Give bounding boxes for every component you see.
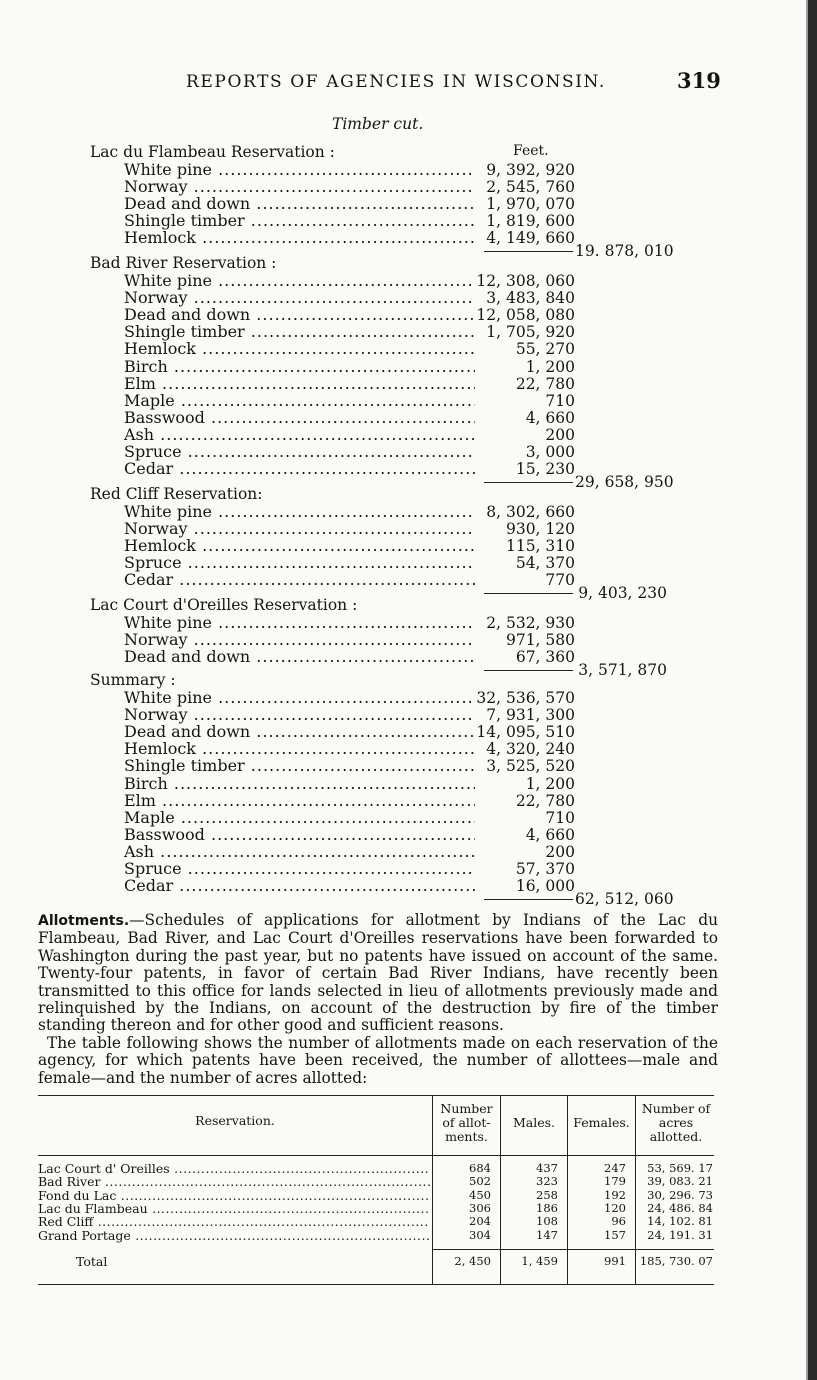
timber-item bbox=[124, 503, 475, 521]
reservation-total: 29, 658, 950 bbox=[575, 473, 674, 492]
table-cell-males: 147 bbox=[536, 1227, 558, 1242]
table-cell-allotments: 450 bbox=[469, 1187, 491, 1202]
timber-item bbox=[124, 323, 475, 341]
timber-item-name: Spruce bbox=[124, 554, 182, 573]
timber-item-value: 930, 120 bbox=[505, 520, 575, 539]
timber-item bbox=[124, 229, 475, 247]
timber-item bbox=[124, 877, 475, 895]
timber-item-value: 3, 483, 840 bbox=[486, 289, 575, 308]
timber-item bbox=[124, 289, 475, 307]
timber-item-value: 1, 819, 600 bbox=[486, 212, 575, 231]
page-edge-shadow bbox=[806, 0, 808, 1380]
section-caption: Timber cut. bbox=[332, 115, 424, 133]
timber-item bbox=[124, 161, 475, 179]
timber-item-name: Cedar bbox=[124, 877, 174, 896]
timber-item-value: 16, 000 bbox=[515, 877, 575, 896]
timber-item-value: 1, 705, 920 bbox=[486, 323, 575, 342]
timber-item bbox=[124, 460, 475, 478]
timber-item-value: 54, 370 bbox=[515, 554, 575, 573]
table-cell-males: 258 bbox=[536, 1187, 558, 1202]
table-cell-males: 108 bbox=[536, 1214, 558, 1229]
timber-item-value: 22, 780 bbox=[515, 374, 575, 393]
table-cell-females: 157 bbox=[604, 1227, 626, 1242]
timber-item-name: Elm bbox=[124, 374, 156, 393]
timber-item-value: 8, 302, 660 bbox=[486, 503, 575, 521]
subtotal-rule bbox=[484, 670, 573, 671]
reservation-heading: Summary : bbox=[90, 671, 176, 689]
timber-item-value: 1, 200 bbox=[525, 774, 575, 793]
reservation-total: 62, 512, 060 bbox=[575, 890, 674, 909]
table-cell-acres: 24, 191. 31 bbox=[647, 1227, 713, 1242]
timber-item bbox=[124, 826, 475, 844]
timber-item bbox=[124, 554, 475, 572]
table-cell-allotments: 306 bbox=[469, 1200, 491, 1215]
timber-item-value: 200 bbox=[545, 425, 575, 444]
reservation-heading: Lac Court d'Oreilles Reservation : bbox=[90, 596, 358, 614]
table-cell-females: 192 bbox=[604, 1187, 626, 1202]
header-reservation: Reservation. bbox=[195, 1113, 275, 1128]
timber-item bbox=[124, 306, 475, 324]
timber-item-value: 4, 320, 240 bbox=[486, 740, 575, 759]
timber-item-value: 1, 970, 070 bbox=[486, 195, 575, 214]
timber-item bbox=[124, 178, 475, 196]
timber-item-name: Norway bbox=[124, 706, 188, 725]
reservation-total: 9, 403, 230 bbox=[578, 584, 667, 603]
timber-item-name: Birch bbox=[124, 774, 168, 793]
timber-item-name: Norway bbox=[124, 631, 188, 650]
timber-item bbox=[124, 358, 475, 376]
header-allotments-line: ments. bbox=[445, 1129, 488, 1144]
table-row-name bbox=[38, 1175, 430, 1189]
timber-item-value: 3, 000 bbox=[525, 443, 575, 461]
total-cell-females: 991 bbox=[604, 1254, 626, 1268]
timber-item-name: Basswood bbox=[124, 825, 205, 844]
timber-item bbox=[124, 409, 475, 427]
timber-item-value: 2, 532, 930 bbox=[486, 614, 575, 632]
timber-item-name: Dead and down bbox=[124, 648, 251, 667]
table-row-name bbox=[38, 1229, 430, 1243]
timber-item-name: Dead and down bbox=[124, 723, 251, 742]
table-top-rule bbox=[38, 1095, 714, 1096]
timber-item-name: Spruce bbox=[124, 860, 182, 878]
timber-item bbox=[124, 212, 475, 230]
timber-item-name: Elm bbox=[124, 791, 156, 810]
timber-item-name: Spruce bbox=[124, 443, 182, 461]
timber-item-value: 3, 525, 520 bbox=[486, 757, 575, 776]
timber-item-name: White pine bbox=[124, 689, 212, 707]
table-cell-acres: 24, 486. 84 bbox=[647, 1200, 713, 1215]
table-cell-females: 96 bbox=[611, 1214, 626, 1229]
timber-item-name: White pine bbox=[124, 614, 212, 632]
page-edge bbox=[808, 0, 817, 1380]
timber-item-value: 4, 149, 660 bbox=[486, 229, 575, 248]
timber-item-name: White pine bbox=[124, 161, 212, 179]
timber-item-name: Dead and down bbox=[124, 195, 251, 214]
allotments-paragraph-2: The table following shows the number of allotments made on each reservation of the agency, for which patents have been received, the number of allottees—male and female—and the number of acres allotted: bbox=[38, 1033, 718, 1087]
timber-item bbox=[124, 520, 475, 538]
timber-item-value: 7, 931, 300 bbox=[486, 706, 575, 725]
table-header-rule bbox=[38, 1155, 714, 1156]
timber-item-value: 14, 095, 510 bbox=[476, 723, 575, 742]
timber-item-name: Cedar bbox=[124, 460, 174, 479]
table-row-name bbox=[38, 1202, 430, 1216]
table-row-name bbox=[38, 1215, 430, 1229]
table-cell-allotments: 204 bbox=[469, 1214, 491, 1229]
reservation-name: Bad River bbox=[38, 1175, 101, 1190]
timber-item bbox=[124, 843, 475, 861]
total-cell-allotments: 2, 450 bbox=[454, 1254, 491, 1268]
timber-item bbox=[124, 340, 475, 358]
reservation-total: 19. 878, 010 bbox=[575, 242, 674, 261]
timber-item-name: Shingle timber bbox=[124, 757, 245, 776]
timber-item-name: Hemlock bbox=[124, 537, 196, 556]
reservation-name: Lac du Flambeau bbox=[38, 1201, 148, 1216]
timber-item bbox=[124, 706, 475, 724]
timber-item-value: 9, 392, 920 bbox=[486, 161, 575, 179]
timber-item bbox=[124, 757, 475, 775]
timber-item bbox=[124, 375, 475, 393]
timber-item-name: Maple bbox=[124, 391, 175, 410]
timber-item-value: 32, 536, 570 bbox=[476, 689, 575, 707]
timber-item bbox=[124, 723, 475, 741]
header-acres-line: acres bbox=[658, 1115, 694, 1130]
table-total-rule bbox=[432, 1249, 714, 1250]
header-acres-line: allotted. bbox=[649, 1129, 703, 1144]
timber-item-value: 770 bbox=[545, 571, 575, 590]
table-row-name bbox=[38, 1189, 430, 1203]
timber-item-value: 971, 580 bbox=[505, 631, 575, 650]
header-allotments bbox=[433, 1102, 500, 1144]
subtotal-rule bbox=[484, 593, 573, 594]
reservation-name: Fond du Lac bbox=[38, 1188, 117, 1203]
total-label: Total bbox=[76, 1254, 108, 1269]
table-cell-females: 179 bbox=[604, 1174, 626, 1189]
timber-item-name: Ash bbox=[124, 425, 155, 444]
subtotal-rule bbox=[484, 251, 573, 252]
header-allotments-line: Number bbox=[440, 1101, 493, 1116]
timber-item-name: Hemlock bbox=[124, 229, 196, 248]
timber-item-value: 22, 780 bbox=[515, 791, 575, 810]
reservation-heading: Bad River Reservation : bbox=[90, 254, 277, 272]
timber-item-name: Maple bbox=[124, 808, 175, 827]
reservation-name: Lac Court d' Oreilles bbox=[38, 1162, 170, 1176]
timber-item-name: Ash bbox=[124, 842, 155, 861]
timber-item bbox=[124, 272, 475, 290]
timber-item-name: Shingle timber bbox=[124, 323, 245, 342]
timber-item bbox=[124, 775, 475, 793]
timber-item bbox=[124, 614, 475, 632]
timber-item-name: Basswood bbox=[124, 408, 205, 427]
timber-item-value: 710 bbox=[545, 391, 575, 410]
timber-item-value: 15, 230 bbox=[515, 460, 575, 479]
allotments-text bbox=[38, 912, 718, 1087]
timber-item-name: White pine bbox=[124, 503, 212, 521]
timber-item-name: White pine bbox=[124, 272, 212, 290]
table-cell-females: 120 bbox=[604, 1200, 626, 1215]
timber-item bbox=[124, 195, 475, 213]
subtotal-rule bbox=[484, 482, 573, 483]
allotments-paragraph-1: —Schedules of applications for allotment by Indians of the Lac du Flambeau, Bad River, and Lac Court d'Oreilles reservations have been forwarded to Washington during the past year, but no patents have issued on account of the same. Twenty-four patents, in favor of certain Bad River Indians, have recently been transmitted to this office for lands selected in lieu of allotments previously made and relinquished by the Indians, on account of the destruction by fire of the timber standing thereon and for other good and sufficient reasons. bbox=[38, 911, 718, 1035]
timber-item-value: 12, 058, 080 bbox=[476, 306, 575, 325]
timber-item-name: Norway bbox=[124, 289, 188, 308]
header-acres bbox=[636, 1102, 716, 1144]
table-cell-males: 437 bbox=[536, 1161, 558, 1175]
table-cell-females: 247 bbox=[604, 1161, 626, 1175]
table-cell-acres: 53, 569. 17 bbox=[647, 1161, 713, 1175]
timber-item-name: Shingle timber bbox=[124, 212, 245, 231]
timber-item-value: 1, 200 bbox=[525, 357, 575, 376]
timber-item bbox=[124, 648, 475, 666]
timber-item bbox=[124, 537, 475, 555]
table-cell-acres: 30, 296. 73 bbox=[647, 1187, 713, 1202]
total-cell-males: 1, 459 bbox=[521, 1254, 558, 1268]
table-cell-allotments: 502 bbox=[469, 1174, 491, 1189]
reservation-name: Red Cliff bbox=[38, 1215, 94, 1230]
table-bottom-rule bbox=[38, 1284, 714, 1285]
subtotal-rule bbox=[484, 899, 573, 900]
table-cell-males: 186 bbox=[536, 1200, 558, 1215]
timber-item-value: 200 bbox=[545, 842, 575, 861]
table-row-name bbox=[38, 1162, 430, 1176]
reservation-name: Grand Portage bbox=[38, 1228, 131, 1243]
timber-item-value: 12, 308, 060 bbox=[476, 272, 575, 290]
page-number: 319 bbox=[677, 68, 721, 93]
timber-item-name: Hemlock bbox=[124, 740, 196, 759]
reservation-total: 3, 571, 870 bbox=[578, 661, 667, 680]
header-allotments-line: of allot- bbox=[442, 1115, 491, 1130]
timber-item-name: Cedar bbox=[124, 571, 174, 590]
timber-item-value: 2, 545, 760 bbox=[486, 178, 575, 197]
timber-item-name: Hemlock bbox=[124, 340, 196, 359]
timber-item bbox=[124, 631, 475, 649]
timber-item-value: 115, 310 bbox=[505, 537, 575, 556]
timber-item bbox=[124, 809, 475, 827]
reservation-heading: Red Cliff Reservation: bbox=[90, 485, 263, 503]
timber-item-name: Birch bbox=[124, 357, 168, 376]
header-males: Males. bbox=[512, 1115, 556, 1130]
timber-item bbox=[124, 740, 475, 758]
timber-item-value: 57, 370 bbox=[515, 860, 575, 878]
table-cell-acres: 14, 102. 81 bbox=[647, 1214, 713, 1229]
timber-item-value: 4, 660 bbox=[525, 825, 575, 844]
timber-item bbox=[124, 571, 475, 589]
table-cell-allotments: 304 bbox=[469, 1227, 491, 1242]
table-cell-acres: 39, 083. 21 bbox=[647, 1174, 713, 1189]
header-acres-line: Number of bbox=[641, 1101, 711, 1116]
timber-item bbox=[124, 860, 475, 878]
timber-item-name: Norway bbox=[124, 178, 188, 197]
timber-item-value: 67, 360 bbox=[515, 648, 575, 667]
total-cell-acres: 185, 730. 07 bbox=[639, 1254, 713, 1268]
reservation-heading: Lac du Flambeau Reservation : bbox=[90, 143, 335, 161]
timber-item bbox=[124, 443, 475, 461]
table-cell-allotments: 684 bbox=[469, 1161, 491, 1175]
header-females: Females. bbox=[573, 1115, 630, 1130]
running-header: REPORTS OF AGENCIES IN WISCONSIN. bbox=[186, 72, 606, 92]
allotments-heading: Allotments. bbox=[38, 913, 130, 929]
timber-item bbox=[124, 689, 475, 707]
timber-item-value: 4, 660 bbox=[525, 408, 575, 427]
timber-item-name: Norway bbox=[124, 520, 188, 539]
timber-item-value: 55, 270 bbox=[515, 340, 575, 359]
timber-item-value: 710 bbox=[545, 808, 575, 827]
timber-item bbox=[124, 792, 475, 810]
unit-label: Feet. bbox=[513, 143, 549, 159]
timber-item bbox=[124, 392, 475, 410]
timber-item bbox=[124, 426, 475, 444]
timber-item-name: Dead and down bbox=[124, 306, 251, 325]
table-cell-males: 323 bbox=[536, 1174, 558, 1189]
